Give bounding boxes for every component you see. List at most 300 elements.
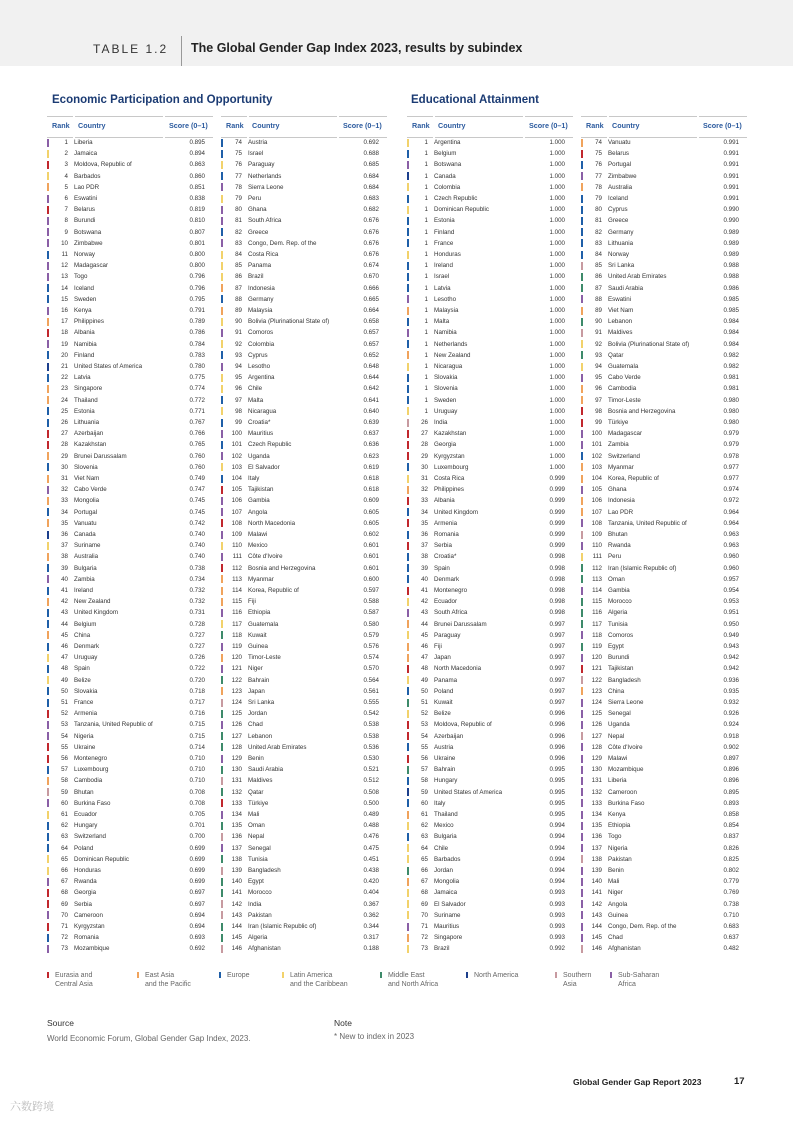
- country-cell: Viet Nam: [74, 475, 100, 482]
- table-row: [221, 585, 387, 596]
- rank-cell: 29: [61, 452, 68, 460]
- legend-label-line1: East Asia: [145, 972, 175, 979]
- table-row: [407, 305, 573, 316]
- region-marker: [221, 587, 223, 595]
- score-cell: 0.720: [189, 676, 205, 684]
- region-marker: [47, 497, 49, 505]
- rank-cell: 1: [424, 239, 428, 247]
- score-cell: 1.000: [549, 385, 565, 393]
- country-cell: Thailand: [434, 811, 458, 818]
- region-marker: [47, 766, 49, 774]
- table-row: [407, 439, 573, 450]
- rank-header: Rank: [412, 121, 430, 130]
- region-marker: [221, 676, 223, 684]
- country-cell: Japan: [434, 654, 451, 662]
- country-cell: Burkina Faso: [74, 799, 111, 807]
- table-row: [407, 540, 573, 551]
- score-cell: 0.657: [363, 340, 379, 348]
- score-cell: 0.740: [189, 553, 205, 561]
- region-marker: [221, 508, 223, 516]
- rank-cell: 39: [61, 564, 68, 572]
- legend-label-line2: and the Caribbean: [290, 981, 348, 988]
- country-cell: South Africa: [434, 609, 468, 617]
- country-cell: Barbados: [434, 855, 461, 863]
- country-cell: India: [434, 419, 448, 426]
- country-cell: Japan: [248, 687, 265, 695]
- region-marker: [221, 363, 223, 371]
- country-cell: Malaysia: [248, 307, 273, 314]
- rank-cell: 1: [424, 385, 428, 393]
- rank-cell: 30: [61, 463, 68, 471]
- table-row: [47, 798, 213, 809]
- rank-cell: 29: [421, 452, 428, 460]
- table-row: [407, 932, 573, 943]
- region-marker: [221, 542, 223, 550]
- table-row: [221, 899, 387, 910]
- country-cell: North Macedonia: [248, 519, 296, 527]
- table-row: [47, 137, 213, 148]
- table-row: [581, 193, 747, 204]
- region-marker: [581, 340, 583, 348]
- region-marker: [407, 654, 409, 662]
- country-cell: Indonesia: [608, 497, 635, 505]
- region-marker: [581, 654, 583, 662]
- region-marker: [407, 228, 409, 236]
- score-cell: 0.988: [723, 273, 739, 281]
- score-cell: 0.683: [723, 923, 739, 930]
- rank-cell: 108: [231, 519, 242, 527]
- rank-cell: 90: [595, 318, 602, 326]
- country-cell: Chad: [608, 934, 623, 942]
- rank-cell: 1: [424, 262, 428, 270]
- country-cell: Colombia: [248, 340, 275, 348]
- country-cell: Uganda: [248, 452, 270, 460]
- region-marker: [221, 206, 223, 214]
- rank-cell: 33: [421, 497, 428, 505]
- rank-cell: 100: [591, 430, 602, 438]
- score-cell: 0.996: [549, 755, 565, 762]
- score-cell: 0.978: [723, 452, 739, 460]
- rank-cell: 139: [231, 867, 242, 874]
- country-cell: Romania: [434, 531, 459, 538]
- region-marker: [221, 385, 223, 393]
- rank-cell: 50: [421, 687, 428, 695]
- score-cell: 0.767: [189, 419, 205, 426]
- country-cell: El Salvador: [248, 463, 280, 471]
- score-cell: 0.992: [549, 945, 565, 953]
- score-cell: 0.601: [363, 564, 379, 572]
- rank-cell: 49: [61, 676, 68, 684]
- table-row: [581, 372, 747, 383]
- rank-cell: 103: [591, 463, 602, 471]
- score-cell: 0.802: [723, 867, 739, 874]
- score-cell: 0.998: [549, 553, 565, 561]
- score-cell: 0.742: [189, 519, 205, 527]
- rank-cell: 34: [61, 508, 68, 516]
- table-row: [581, 473, 747, 484]
- country-cell: Guinea: [608, 911, 628, 919]
- region-marker: [407, 799, 409, 807]
- country-cell: Paraguay: [248, 161, 275, 169]
- score-cell: 0.957: [723, 575, 739, 583]
- rank-cell: 145: [591, 934, 602, 942]
- rank-cell: 69: [421, 900, 428, 908]
- region-marker: [407, 419, 409, 427]
- table-row: [47, 484, 213, 495]
- score-cell: 0.838: [189, 195, 205, 202]
- country-cell: India: [248, 900, 262, 908]
- rank-cell: 83: [235, 239, 242, 247]
- table-row: [221, 921, 387, 932]
- region-marker: [221, 878, 223, 886]
- score-cell: 0.727: [189, 643, 205, 650]
- country-cell: Belgium: [74, 620, 97, 628]
- region-marker: [47, 833, 49, 841]
- region-marker: [221, 519, 223, 527]
- table-row: [221, 428, 387, 439]
- score-cell: 0.964: [723, 519, 739, 527]
- table-row: [407, 283, 573, 294]
- region-marker: [581, 945, 583, 953]
- country-cell: Dominican Republic: [74, 855, 130, 863]
- table-row: [47, 406, 213, 417]
- table-row: [581, 596, 747, 607]
- score-cell: 0.732: [189, 598, 205, 606]
- region-marker: [581, 172, 583, 180]
- country-cell: United States of America: [74, 363, 143, 370]
- region-marker: [407, 307, 409, 315]
- table-row: [47, 854, 213, 865]
- score-cell: 0.772: [189, 396, 205, 404]
- score-cell: 1.000: [549, 161, 565, 169]
- score-cell: 0.488: [363, 822, 379, 830]
- region-marker: [47, 900, 49, 908]
- region-marker: [47, 340, 49, 348]
- table-row: [581, 204, 747, 215]
- table-row: [407, 171, 573, 182]
- source-label: Source: [47, 1018, 74, 1028]
- rank-cell: 66: [421, 867, 428, 874]
- rank-cell: 1: [424, 374, 428, 382]
- score-cell: 0.676: [363, 239, 379, 247]
- table-row: [47, 731, 213, 742]
- country-cell: Czech Republic: [248, 441, 292, 449]
- rank-cell: 18: [61, 329, 68, 337]
- table-row: [407, 484, 573, 495]
- region-marker: [581, 295, 583, 303]
- legend-label-line2: Africa: [618, 981, 636, 988]
- rank-cell: 82: [235, 228, 242, 236]
- country-cell: Bulgaria: [434, 833, 457, 841]
- table-row: [221, 607, 387, 618]
- rank-cell: 107: [231, 508, 242, 516]
- score-cell: 0.977: [723, 475, 739, 482]
- score-cell: 0.924: [723, 721, 739, 729]
- score-cell: 0.601: [363, 553, 379, 561]
- table-row: [581, 887, 747, 898]
- score-cell: 0.996: [549, 732, 565, 740]
- rank-cell: 69: [61, 900, 68, 908]
- table-row: [581, 809, 747, 820]
- table-row: [221, 372, 387, 383]
- rank-cell: 51: [61, 699, 68, 706]
- country-cell: Türkiye: [608, 419, 629, 426]
- score-cell: 0.918: [723, 732, 739, 740]
- legend-swatch: [466, 972, 468, 978]
- legend-label-line2: Asia: [563, 981, 577, 988]
- score-cell: 0.760: [189, 463, 205, 471]
- region-marker: [581, 777, 583, 785]
- table-row: [581, 518, 747, 529]
- score-cell: 0.727: [189, 631, 205, 639]
- region-marker: [47, 811, 49, 819]
- rank-cell: 130: [591, 766, 602, 774]
- score-cell: 0.791: [189, 307, 205, 314]
- rank-cell: 34: [421, 508, 428, 516]
- table-row: [47, 238, 213, 249]
- region-marker: [221, 430, 223, 438]
- region-marker: [407, 811, 409, 819]
- region-marker: [407, 396, 409, 404]
- region-marker: [581, 799, 583, 807]
- region-marker: [221, 631, 223, 639]
- rank-cell: 62: [61, 822, 68, 830]
- score-cell: 0.988: [723, 262, 739, 270]
- rank-cell: 108: [591, 519, 602, 527]
- score-cell: 0.997: [549, 687, 565, 695]
- table-row: [47, 339, 213, 350]
- score-cell: 0.951: [723, 609, 739, 617]
- region-marker: [407, 183, 409, 191]
- score-cell: 1.000: [549, 463, 565, 471]
- rank-cell: 116: [232, 609, 242, 617]
- country-cell: Poland: [74, 844, 94, 852]
- table-row: [407, 574, 573, 585]
- score-cell: 0.990: [723, 217, 739, 225]
- score-cell: 0.676: [363, 228, 379, 236]
- region-marker: [407, 508, 409, 516]
- country-cell: Egypt: [248, 878, 264, 886]
- region-marker: [581, 721, 583, 729]
- rank-cell: 36: [421, 531, 428, 538]
- table-row: [407, 820, 573, 831]
- rank-cell: 110: [592, 542, 602, 550]
- score-cell: 1.000: [549, 430, 565, 438]
- rank-cell: 31: [421, 475, 428, 482]
- score-cell: 0.580: [363, 620, 379, 628]
- table-row: [581, 675, 747, 686]
- legend-swatch: [555, 972, 557, 978]
- table-row: [407, 596, 573, 607]
- score-cell: 0.997: [549, 654, 565, 662]
- rank-cell: 104: [231, 475, 242, 482]
- score-cell: 0.950: [723, 620, 739, 628]
- table-row: [221, 831, 387, 842]
- country-cell: Congo, Dem. Rep. of the: [608, 923, 677, 930]
- score-cell: 0.997: [549, 620, 565, 628]
- score-cell: 0.609: [363, 497, 379, 505]
- table-row: [47, 204, 213, 215]
- rank-cell: 146: [231, 945, 242, 953]
- country-cell: Cyprus: [248, 351, 268, 359]
- score-cell: 0.718: [189, 687, 205, 695]
- region-marker: [407, 519, 409, 527]
- score-cell: 0.995: [549, 777, 565, 785]
- table-row: [47, 585, 213, 596]
- score-cell: 0.980: [723, 407, 739, 415]
- table-row: [407, 193, 573, 204]
- country-cell: Benin: [248, 755, 264, 762]
- table-row: [581, 350, 747, 361]
- country-cell: Ghana: [248, 206, 267, 214]
- country-cell: Togo: [608, 833, 622, 841]
- table-row: [47, 182, 213, 193]
- country-cell: Jordan: [248, 710, 267, 718]
- region-marker: [407, 172, 409, 180]
- country-cell: Montenegro: [434, 587, 468, 594]
- region-marker: [581, 284, 583, 292]
- score-cell: 0.700: [189, 833, 205, 841]
- score-cell: 0.605: [363, 519, 379, 527]
- rank-cell: 72: [61, 934, 68, 942]
- score-cell: 0.963: [723, 542, 739, 550]
- rank-cell: 32: [61, 486, 68, 494]
- region-marker: [407, 150, 409, 158]
- country-cell: Italy: [248, 475, 260, 482]
- score-cell: 0.783: [189, 351, 205, 359]
- score-cell: 0.807: [189, 228, 205, 236]
- country-cell: Mongolia: [74, 497, 100, 505]
- score-cell: 0.683: [363, 195, 379, 202]
- rank-cell: 105: [231, 486, 242, 494]
- region-marker: [407, 923, 409, 931]
- region-marker: [407, 665, 409, 673]
- rank-cell: 79: [595, 195, 602, 202]
- score-cell: 0.771: [189, 407, 205, 415]
- table-row: [407, 462, 573, 473]
- rank-cell: 21: [61, 363, 68, 370]
- country-cell: Chile: [434, 844, 449, 852]
- country-cell: United Kingdom: [434, 508, 479, 516]
- rank-cell: 22: [61, 374, 68, 382]
- region-marker: [47, 822, 49, 830]
- region-marker: [581, 385, 583, 393]
- score-cell: 0.994: [549, 833, 565, 841]
- country-cell: Ireland: [74, 587, 93, 594]
- rank-cell: 59: [421, 788, 428, 796]
- region-marker: [47, 542, 49, 550]
- rank-cell: 132: [231, 788, 242, 796]
- rank-cell: 6: [64, 195, 68, 202]
- region-marker: [581, 318, 583, 326]
- score-cell: 0.588: [363, 598, 379, 606]
- region-marker: [581, 833, 583, 841]
- rank-cell: 52: [421, 710, 428, 718]
- rank-cell: 87: [235, 284, 242, 292]
- country-cell: Kenya: [74, 307, 92, 314]
- score-cell: 0.769: [723, 889, 739, 897]
- country-cell: Lithuania: [608, 239, 634, 247]
- region-marker: [581, 643, 583, 651]
- rank-cell: 114: [232, 587, 242, 594]
- region-marker: [581, 575, 583, 583]
- rank-cell: 110: [232, 542, 242, 550]
- table-row: [47, 764, 213, 775]
- table-row: [47, 563, 213, 574]
- rank-cell: 1: [424, 329, 428, 337]
- table-row: [221, 697, 387, 708]
- section-title-education: Educational Attainment: [411, 94, 539, 106]
- rank-cell: 44: [61, 620, 68, 628]
- rank-cell: 37: [61, 542, 68, 550]
- table-row: [581, 451, 747, 462]
- score-cell: 0.991: [723, 150, 739, 158]
- country-cell: Korea, Republic of: [248, 587, 299, 594]
- region-marker: [47, 676, 49, 684]
- score-cell: 1.000: [549, 139, 565, 146]
- table-row: [581, 831, 747, 842]
- region-marker: [47, 531, 49, 539]
- country-cell: Philippines: [434, 486, 464, 494]
- table-row: [47, 708, 213, 719]
- table-row: [407, 742, 573, 753]
- score-cell: 0.894: [189, 150, 205, 158]
- region-marker: [581, 206, 583, 214]
- table-row: [221, 215, 387, 226]
- rank-cell: 113: [232, 575, 242, 583]
- table-row: [47, 171, 213, 182]
- country-cell: Iran (Islamic Republic of): [608, 564, 677, 572]
- rank-cell: 10: [61, 239, 68, 247]
- watermark-logo: 六数跨境: [10, 1101, 54, 1113]
- country-header: Country: [438, 121, 466, 130]
- score-cell: 0.601: [363, 542, 379, 550]
- score-cell: 0.699: [189, 878, 205, 886]
- region-marker: [581, 788, 583, 796]
- score-cell: 0.710: [189, 766, 205, 774]
- country-cell: Kuwait: [248, 631, 267, 639]
- legend-label-line2: and North Africa: [388, 981, 439, 988]
- country-cell: Comoros: [608, 631, 634, 639]
- country-cell: Madagascar: [74, 262, 109, 270]
- country-cell: Peru: [608, 553, 622, 561]
- country-cell: Côte d'Ivoire: [608, 743, 643, 751]
- table-row: [407, 361, 573, 372]
- table-row: [47, 686, 213, 697]
- table-row: [221, 574, 387, 585]
- region-marker: [47, 564, 49, 572]
- table-row: [47, 899, 213, 910]
- score-cell: 0.984: [723, 340, 739, 348]
- country-cell: Sierra Leone: [248, 183, 284, 191]
- score-cell: 1.000: [549, 172, 565, 180]
- country-cell: Morocco: [608, 598, 632, 606]
- table-title: The Global Gender Gap Index 2023, results by subindex: [191, 41, 523, 55]
- table-row: [221, 383, 387, 394]
- table-row: [407, 943, 573, 954]
- table-row: [581, 641, 747, 652]
- country-cell: Ecuador: [434, 598, 458, 606]
- score-cell: 1.000: [549, 452, 565, 460]
- score-cell: 0.618: [363, 486, 379, 494]
- rank-cell: 71: [421, 923, 428, 930]
- table-row: [47, 652, 213, 663]
- table-row: [221, 451, 387, 462]
- score-cell: 0.993: [549, 911, 565, 919]
- region-marker: [407, 463, 409, 471]
- legend-item: [55, 971, 93, 989]
- score-cell: 1.000: [549, 284, 565, 292]
